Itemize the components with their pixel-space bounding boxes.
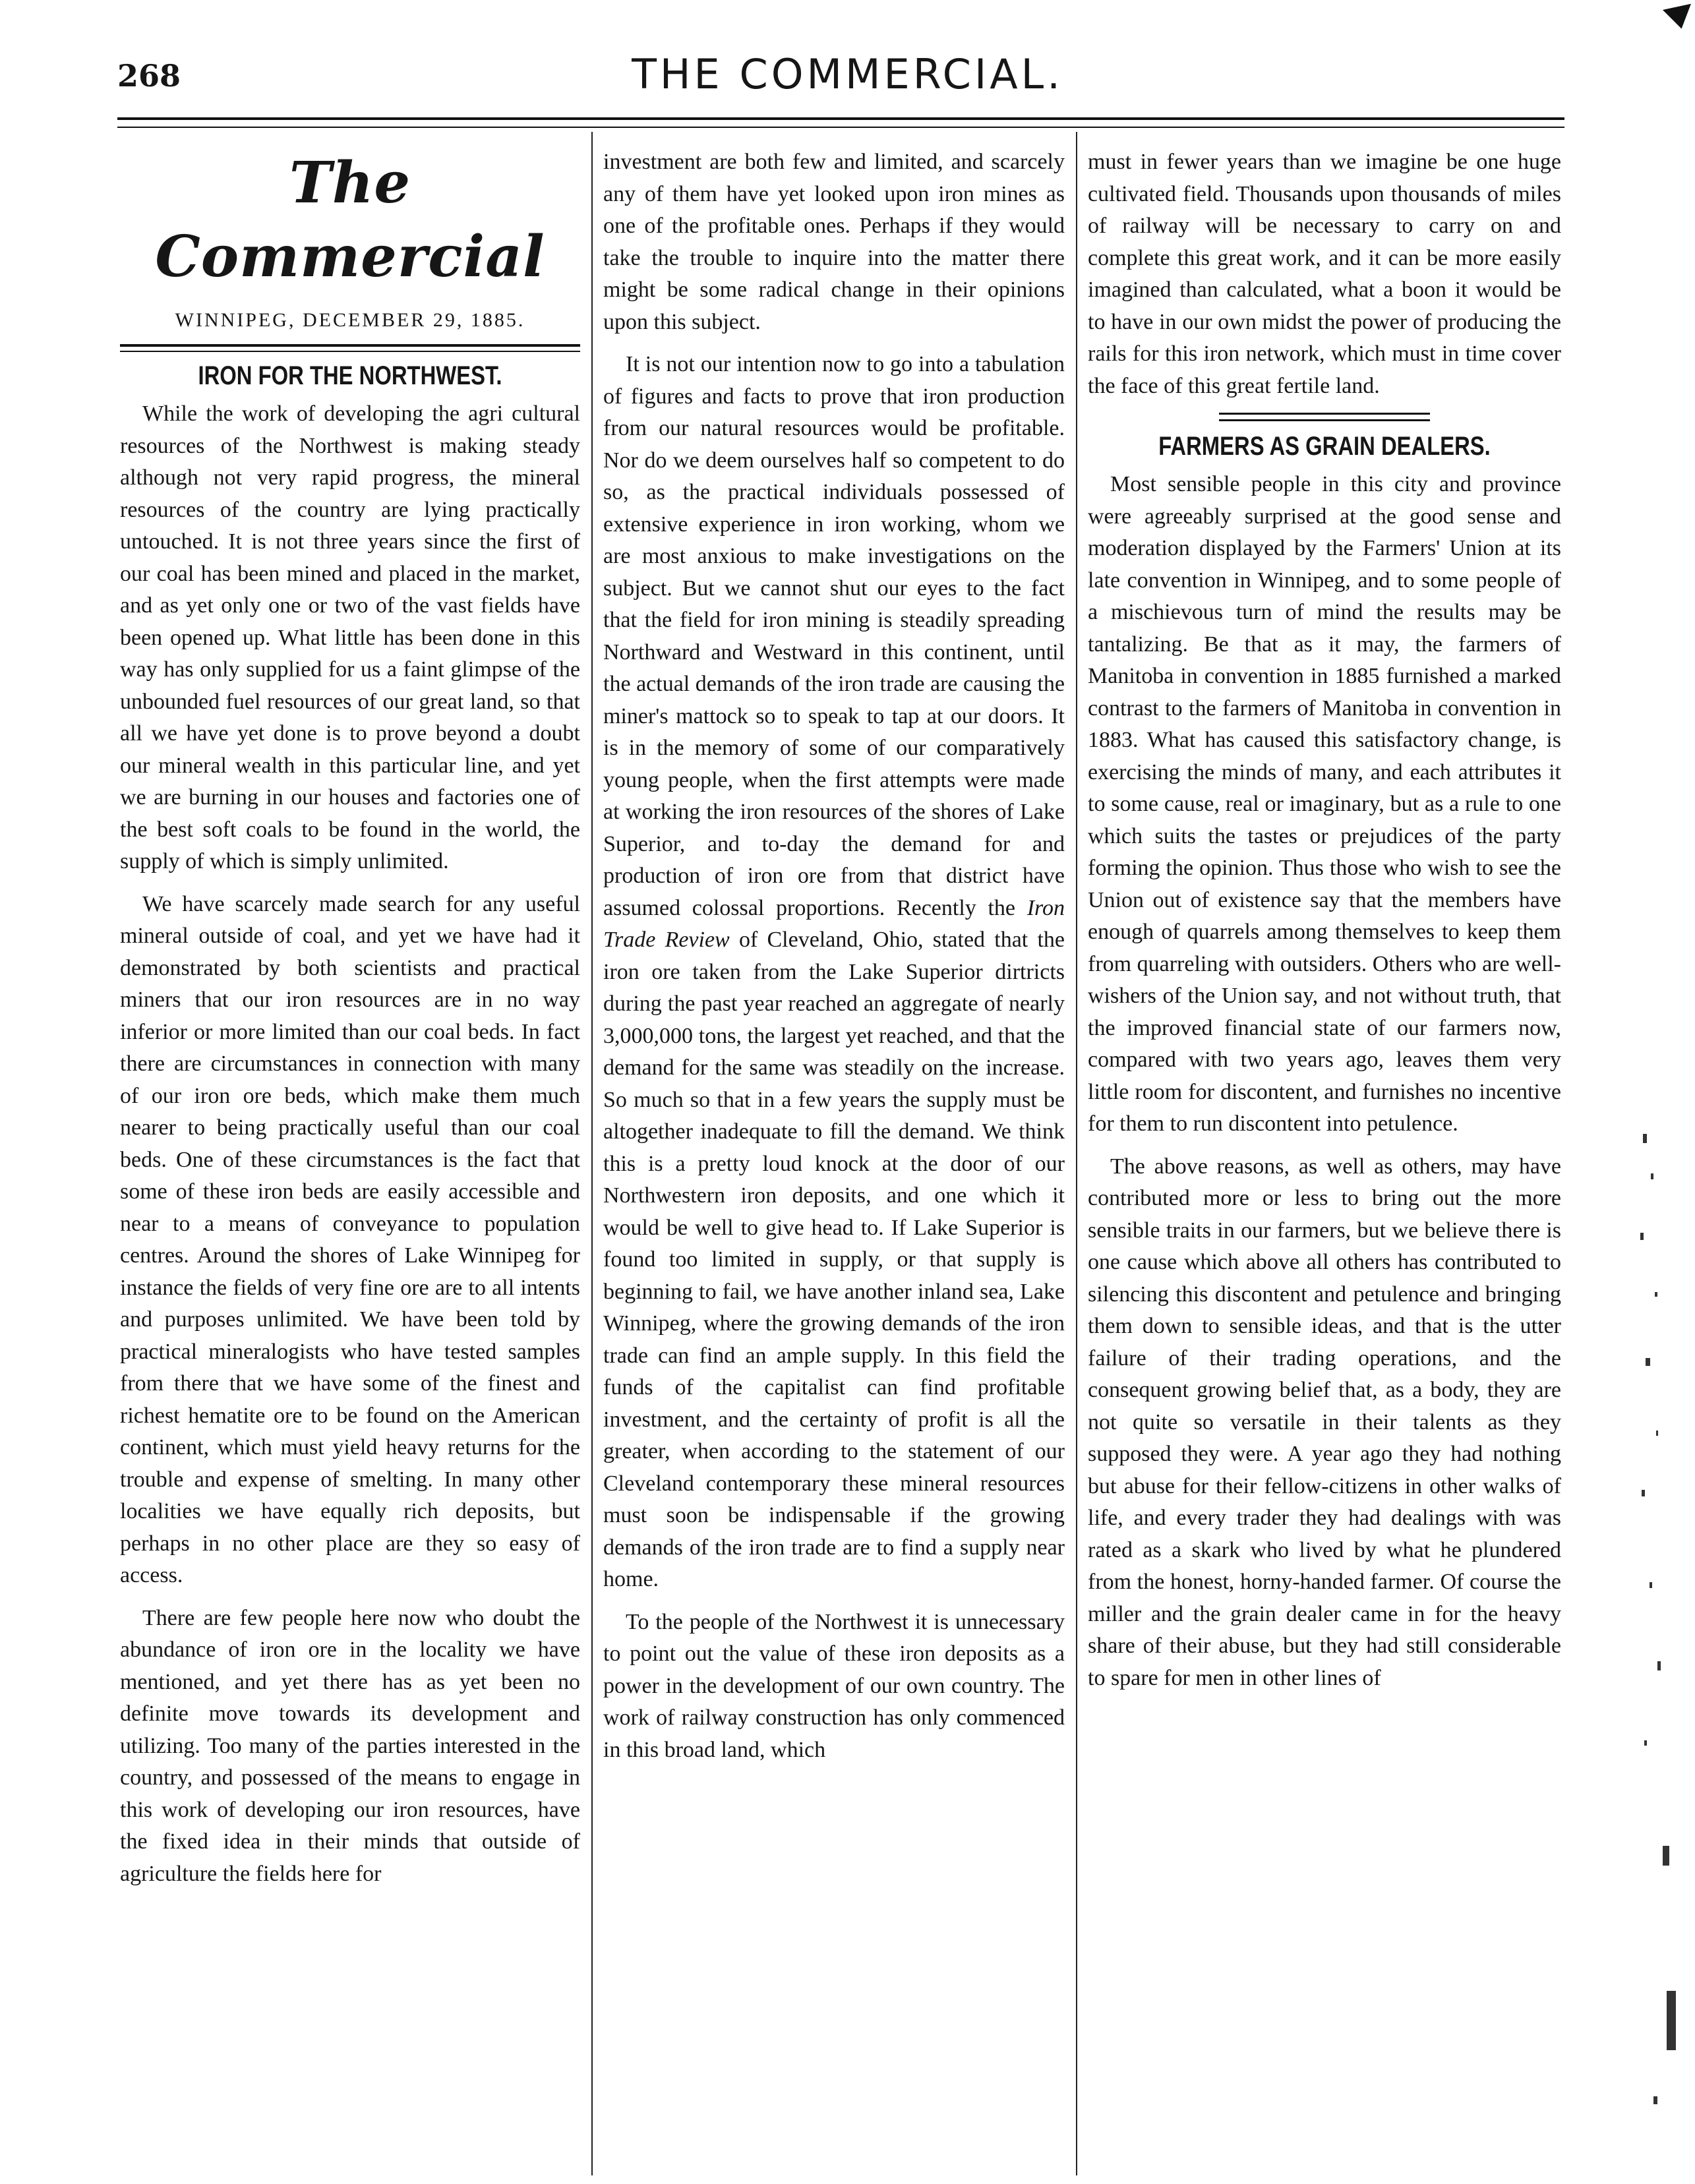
page-number: 268: [117, 58, 181, 94]
article-paragraph: must in fewer years than we imagine be one huge cultivated field. Thousands upon thousands of miles of railway will be necessary to carry on and complete this great work, and it can be more easily imagined than calculated, what a boon it would be to have in our own midst the power of producing the rails for this iron network, which must in time cover the face of this great fertile land.: [1088, 150, 1561, 398]
header-rule: [117, 127, 1564, 128]
article-text: It is not our intention now to go into a tabulation of figures and facts to prove that iron production from our natural resources would be profitable. Nor do we deem ourselves half so competent to do so, as the practical individuals possessed of extensive experience in iron working, whom we are most anxious to make investigations on the subject. But we cannot shut our eyes to the fact that the field for iron mining is steadily spreading Northward and Westward in this continent, until the actual demands of the iron trade are causing the miner's mattock so to speak to tap at our doors. It is in the memory of some of our comparatively young people, when the first attempts were made at working the iron resources of the shores of Lake Superior, and to-day the demand for and production of iron ore from that district have assumed colossal proportions. Recently the: [603, 352, 1065, 920]
dateline: WINNIPEG, DECEMBER 29, 1885.: [175, 309, 525, 331]
article-heading: FARMERS AS GRAIN DEALERS.: [1158, 432, 1491, 461]
article-heading: IRON FOR THE NORTHWEST.: [198, 361, 502, 390]
running-head-title: THE COMMERCIAL.: [632, 50, 1063, 98]
column-2: [603, 146, 1065, 2170]
article-paragraph: Most sensible people in this city and province were agreeably surprised at the good sense and moderation displayed by the Farmers' Union at its late convention in Winnipeg, and to some people of a mischievous turn of mind the results may be tantalizing. Be that as it may, the farmers of Manitoba in convention in 1885 furnished a marked contrast to the farmers of Manitoba in convention in 1883. What has caused this satisfactory change, is exercising the minds of many, and each attributes it to some cause, real or imaginary, but as a rule to one which suits the tastes or prejudices of the party forming the opinion. Thus those who wish to see the Union out of existence say that the members have enough of quarrels among themselves to keep them from quarreling with outsiders. Others who are well-wishers of the Union say, and not without truth, that the improved financial state of our farmers now, compared with two years ago, leaves them very little room for discontent, and furnishes no incentive for them to run discontent into petulence.: [1088, 472, 1561, 1136]
article-paragraph: [603, 349, 1065, 1596]
article-paragraph: While the work of developing the agri cultural resources of the Northwest is making steady although not very rapid progress, the mineral resources of the country are lying practically untouched. It is not three years since the first of our coal has been mined and placed in the market, and as yet only one or two of the vast fields have been opened up. What little has been done in this way has only supplied for us a faint glimpse of the unbounded fuel resources of our great land, so that all we have yet done is to prove beyond a doubt our mineral wealth in this particular line, and yet we are burning in our houses and factories one of the best soft coals to be found in the world, the supply of which is simply unlimited.: [120, 401, 580, 873]
masthead-title: The Commercial: [155, 150, 545, 290]
column-3: [1088, 146, 1561, 2170]
publication-title: Iron Trade Review: [603, 895, 1065, 952]
article-paragraph: investment are both few and limited, and scarcely any of them have yet looked upon iron mines as one of the profitable ones. Perhaps if they would take the trouble to inquire into the matter there might be some radical change in their opinions upon this subject.: [603, 150, 1065, 334]
column-divider: [1076, 132, 1077, 2175]
corner-mark: [1663, 4, 1695, 32]
header-rule: [117, 117, 1564, 120]
article-paragraph: There are few people here now who doubt the abundance of iron ore in the locality we have mentioned, and yet there has as yet been no definite move towards its development and utilizing. Too many of the parties interested in the country, and possessed of the means to engage in this work of developing our iron resources, have the fixed idea in their minds that outside of agriculture the fields here for: [120, 1605, 580, 1886]
column-divider: [591, 132, 593, 2175]
margin-specks: [1617, 1121, 1689, 2162]
article-text: of Cleveland, Ohio, stated that the iron ore taken from the Lake Superior dirtricts during the past year reached an aggregate of nearly 3,000,000 tons, the largest yet reached, and that the demand for the same was steadily on the increase. So much so that in a few years the supply must be altogether inadequate to fill the demand. We think this is a pretty loud knock at the door of our Northwestern iron deposits, and one which it would be well to give head to. If Lake Superior is found too limited in supply, or that supply is beginning to fail, we have another inland sea, Lake Winnipeg, where the growing demands of the iron trade can find an ample supply. In this field the funds of the capitalist can find profitable investment, and the certainty of profit is all the greater, when according to the statement of our Cleveland contemporary these mineral resources must soon be indispensable if the growing demands of the iron trade are to find a supply near home.: [603, 928, 1065, 1591]
article-paragraph: We have scarcely made search for any useful mineral outside of coal, and yet we have had it demonstrated by both scientists and practical miners that our iron resources are in no way inferior or more limited than our coal beds. In fact there are circumstances in connection with many of our iron ore beds, which make them much nearer to being practically useful than our coal beds. One of these circumstances is the fact that some of these iron beds are easily accessible and near to a means of conveyance to population centres. Around the shores of Lake Winnipeg for instance the fields of very fine ore are to all intents and purposes unlimited. We have been told by practical mineralogists who have tested samples from there that we have some of the finest and richest hematite ore to be found on the American continent, which must yield heavy returns for the trouble and expense of smelting. In many other localities we have equally rich deposits, but perhaps in no other place are they so easy of access.: [120, 891, 580, 1587]
divider-rule: [120, 344, 580, 352]
article-paragraph: To the people of the Northwest it is unnecessary to point out the value of these iron deposits as a power in the development of our own country. The work of railway construction has only commenced in this broad land, which: [603, 1609, 1065, 1762]
divider-rule: [1219, 413, 1430, 421]
article-paragraph: The above reasons, as well as others, may have contributed more or less to bring out the more sensible traits in our farmers, but we believe there is one cause which above all others has contributed to silencing this discontent and petulence and bringing them down to sensible ideas, and that is the utter failure of their trading operations, and the consequent growing belief that, as a body, they are not quite so versatile in their talents as they supposed they were. A year ago they had nothing but abuse for their fellow-citizens in other walks of life, and every trader they had dealings with was rated as a skark who lived by what he plundered from the honest, horny-handed farmer. Of course the miller and the grain dealer came in for the heavy share of their abuse, but they had still considerable to spare for men in other lines of: [1088, 1154, 1561, 1690]
column-1: [120, 146, 580, 2170]
